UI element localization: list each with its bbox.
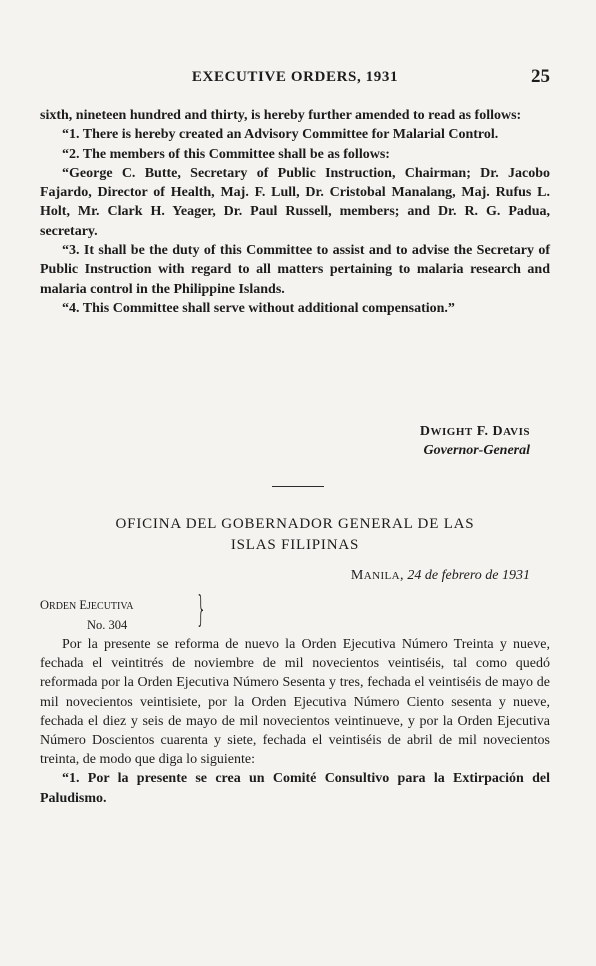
section-divider — [272, 486, 324, 487]
spanish-order-text — [40, 635, 550, 808]
dateline — [40, 568, 530, 584]
paragraph-item-1: “1. There is hereby created an Advisory Committee for Malarial Control. — [62, 127, 499, 143]
order-brace: } — [196, 589, 207, 630]
office-heading-line-2: ISLAS FILIPINAS — [230, 537, 360, 553]
paragraph-spanish-item-1: “1. Por la presente se crea un Comité Consultivo para la Extirpación del Paludismo. — [40, 771, 550, 806]
paragraph-item-2: “2. The members of this Committee shall be as follows: — [62, 146, 390, 162]
office-heading-line-1: OFICINA DEL GOBERNADOR GENERAL DE LAS — [115, 516, 475, 532]
office-heading — [40, 514, 550, 556]
dateline-date: 24 de febrero de 1931 — [407, 568, 530, 583]
signature-name: DWIGHT F. DAVIS — [419, 424, 530, 439]
paragraph-spanish-intro: Por la presente se reforma de nuevo la Orden Ejecutiva Número Treinta y nueve, fechada el veintitrés de noviembre de mil novecientos veintiséis, tal como quedó reformada por la Orden Ejecutiva Número Sesenta y tres, fechada el veintiséis de mayo de mil novecientos veintisiete, por la Orden Ejecutiva Número Ciento sesenta y nueve, fechada el diez y seis de mayo de mil novecientos veintinueve, y por la Orden Ejecutiva Número Doscientos cuarenta y siete, fechada el veintiséis de abril de mil novecientos treinta, de modo que diga lo siguiente: — [40, 637, 550, 768]
paragraph-members: “George C. Butte, Secretary of Public Instruction, Chairman; Dr. Jacobo Fajardo, Director of Health, Maj. F. Lull, Dr. Cristobal Manalang, Maj. Rufus L. Holt, Mr. Clark H. Yeager, Dr. Paul Russell, members; and Dr. R. G. Padua, secretary. — [40, 165, 550, 239]
signature-title: Governor-General — [423, 443, 530, 458]
english-order-text — [40, 106, 550, 318]
dateline-city: MANILA, — [350, 568, 404, 583]
page-number: 25 — [531, 66, 550, 87]
paragraph-continuation: sixth, nineteen hundred and thirty, is hereby further amended to read as follows: — [40, 108, 522, 123]
order-label — [40, 596, 134, 634]
paragraph-item-4: “4. This Committee shall serve without additional compensation.” — [62, 300, 455, 316]
header-title: EXECUTIVE ORDERS, 1931 — [191, 69, 399, 85]
paragraph-item-3: “3. It shall be the duty of this Committee to assist and to advise the Secretary of Public Instruction with regard to all matters pertaining to malaria research and malaria control in the Philippine Islands. — [40, 243, 550, 297]
order-label-title: ORDEN EJECUTIVA — [40, 598, 134, 612]
running-header — [40, 66, 550, 90]
order-number: No. 304 — [87, 618, 128, 632]
